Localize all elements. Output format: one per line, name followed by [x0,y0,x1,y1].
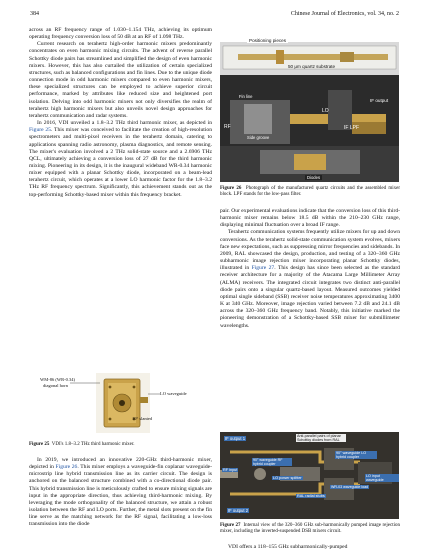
leader-line [70,380,100,386]
fig26-label-side-groove: Side groove [247,135,270,140]
paragraph [220,229,400,329]
fig27-label-lo-hybrid: 90° waveguide LO hybrid coupler [335,451,377,459]
figure-25-caption [29,442,212,448]
paragraph: Current research on terahertz high-order harmonic mixers predominantly concentrates on even harmonic mixing circuits. The advent of reverse parallel Schottky diode pairs has streamlined and simplified the design of even harmonic mixers. However, this has also curtailed the utilization of certain specialized structures, such as balanced configurations and fin lines. Due to the unique diode connection mode in odd harmonic mixers compared to even harmonic mixers, these specialized structures can be employed to achieve superior circuit performance, marked by attributes like reduced size and heightened port isolation. Delving into odd harmonic mixers not only diversifies the realm of terahertz high harmonic mixers but also unveils novel design approaches for terahertz communication and radar systems. [29,41,212,119]
text-run: . This mixer was conceived to facilitate the creation of high-resolution spectrometers and multi-pixel receivers in the terahertz domain, catering to applications spanning radio astronomy, plasma diagnostics, and remote sensing. The mixer's evaluation involved a 2 THz solid-state source and a 2.6906 THz QCL, ultimately achieving a conversion loss of 27 dB for the third harmonic mixing. Pioneering in its design, it is the inaugural wideband WR-0.34 harmonic mixer equipped with a planar Schottky diode, incorporated on a beam-lead terahertz circuit, which operates at a lower LO harmonic factor for the 1.8–3.2 THz RF frequency spectrum. Significantly, this achievement stands out as the top-performing Schottky-based mixer within this frequency bracket. [29,127,212,198]
fig26-label-lo: LO [322,108,329,114]
text-run: Terahertz communication systems frequently utilize mixers for up and down conversions. As the terahertz solid-state communication system evolves, mixers face new expectations, such as suppressing mirror frequencies and sidebands. In 2009, RAL showcased the design, production, and testing of a 320–360 GHz subharmonic image rejection mixer incorporating planar Schottky diodes, illustrated in [220,229,400,272]
fig27-label-rf-input: RF input [223,468,238,472]
text-run: In 2019, we introduced an innovative 220-GHz third-harmonic mixer, depicted in [29,457,212,471]
caption-label: Figure 25 [29,442,50,447]
caption-text: Photograph of the manufactured quartz circuits and the assembled mixer block. LPF stands for the low-pass filter. [220,186,401,198]
leader-line [148,392,160,396]
caption-text: Internal view of the 320–360 GHz sub-harmonically pumped image rejection mixer, including the inverted-suspended DSB mixers circuit. [220,523,400,535]
fig27-label-if2: IF output 2 [228,508,249,513]
fig27-label-if1: IF output 1 [225,436,246,441]
left-column [29,27,212,199]
paragraph: VDI offers a 118–155 GHz subharmonically-pumped [228,544,348,550]
figure-27-caption [220,523,400,536]
paragraph: pair. Our experimental evaluations indicate that the conversion loss of this third-harmonic mixer remains below 18.5 dB within the 210–230 GHz range, displaying minimal fluctuation over a broad IF range. [220,208,400,229]
page-number: 384 [30,11,39,17]
caption-label: Figure 26 [220,186,242,191]
journal-header: Chinese Journal of Electronics, vol. 34, no. 2 [290,11,399,17]
text-run: . This mixer employs a waveguide-fin coplanar waveguide-microstrip line hybrid transmission line as its carrier circuit. The design is anchored on the balanced structure combined with a co-directional diode pair. This hybrid transmission line is meticulously crafted to ensure mixing signals are input in the appropriate direction, thus achieving third-harmonic mixing. By leveraging the mode orthogonality of the balanced structure, we attain a robust isolation between the RF and LO ports. Further, the metal slots present on the fin line serve as the matching network for the RF signal, facilitating a low-loss transmission into the diode [29,464,212,528]
fig27-label-radial-stubs: RAL radial stubs [297,494,325,498]
fig27-label-rf-hybrid: 90° waveguide RF hybrid coupler [252,458,292,466]
fig26-label-diodes: Diodes [307,175,321,180]
fig27-label-splitter: LO power splitter [273,476,302,480]
fig25-label-lo: LO waveguide [160,391,187,396]
fig27-label-waveguide-load: WR-03 waveguide load [331,485,369,489]
fig26-label-if-lpf: IF LPF [344,125,360,131]
label-text: diagonal horn [43,382,68,388]
right-column [220,208,400,330]
label-text: WM-86 (WR-0.34) [40,377,75,382]
paragraph [29,120,212,199]
fig27-label-lo-input: LO input waveguide [365,474,399,482]
figure-link[interactable]: Figure 27 [251,265,275,272]
fig26-label-positioning: Positioning pieces [249,38,287,43]
fig26-label-if-output: IF output [370,98,389,103]
figure-26-photo [220,42,399,182]
fig27-label-diode-pairs: Anti-parallel pairs of planar Schottky diodes from RAL [296,434,346,442]
figure-link[interactable]: Figure 26 [55,464,78,471]
paragraph: across an RF frequency range of 1.030–1.154 THz, achieving its optimum operating frequency conversion loss of 50 dB at an RF of 1.098 THz. [29,27,212,41]
caption-label: Figure 27 [220,523,241,528]
fig25-label-slant: 10° slanted [132,416,153,421]
fig26-label-quartz: 50 μm quartz substrate [288,64,336,69]
fig26-label-rf: RF [224,124,231,130]
paragraph [29,457,212,529]
caption-text: VDI's 1.8–3.2 THz third harmonic mixer. [51,442,135,447]
figure-link[interactable]: Figure 25 [29,127,51,134]
text-run: . This design has since been selected as the standard receiver architecture for a majority of the Atacama Large Millimeter Array (ALMA) receivers. The integrated circuit integrates two distinct anti-parallel diode pairs onto a singular quartz-based layout. Measured outcomes yielded optimal single sideband (SSB) receiver noise temperatures approximating 3400 K at 340 GHz. Moreover, image rejection varied between 7.2 dB and 24.1 dB across the 320–360 GHz frequency band. Notably, this initiative marked the pioneering demonstration of a Schottky-based SSB mixer for submillimeter wavelengths. [220,265,400,329]
figure-26-caption [220,186,400,199]
text-run: In 2016, VDI unveiled a 1.8–3.2 THz third harmonic mixer, as depicted in [37,120,212,127]
figure-25-photo [96,373,153,433]
fig26-label-finline: Fin line [239,94,253,99]
